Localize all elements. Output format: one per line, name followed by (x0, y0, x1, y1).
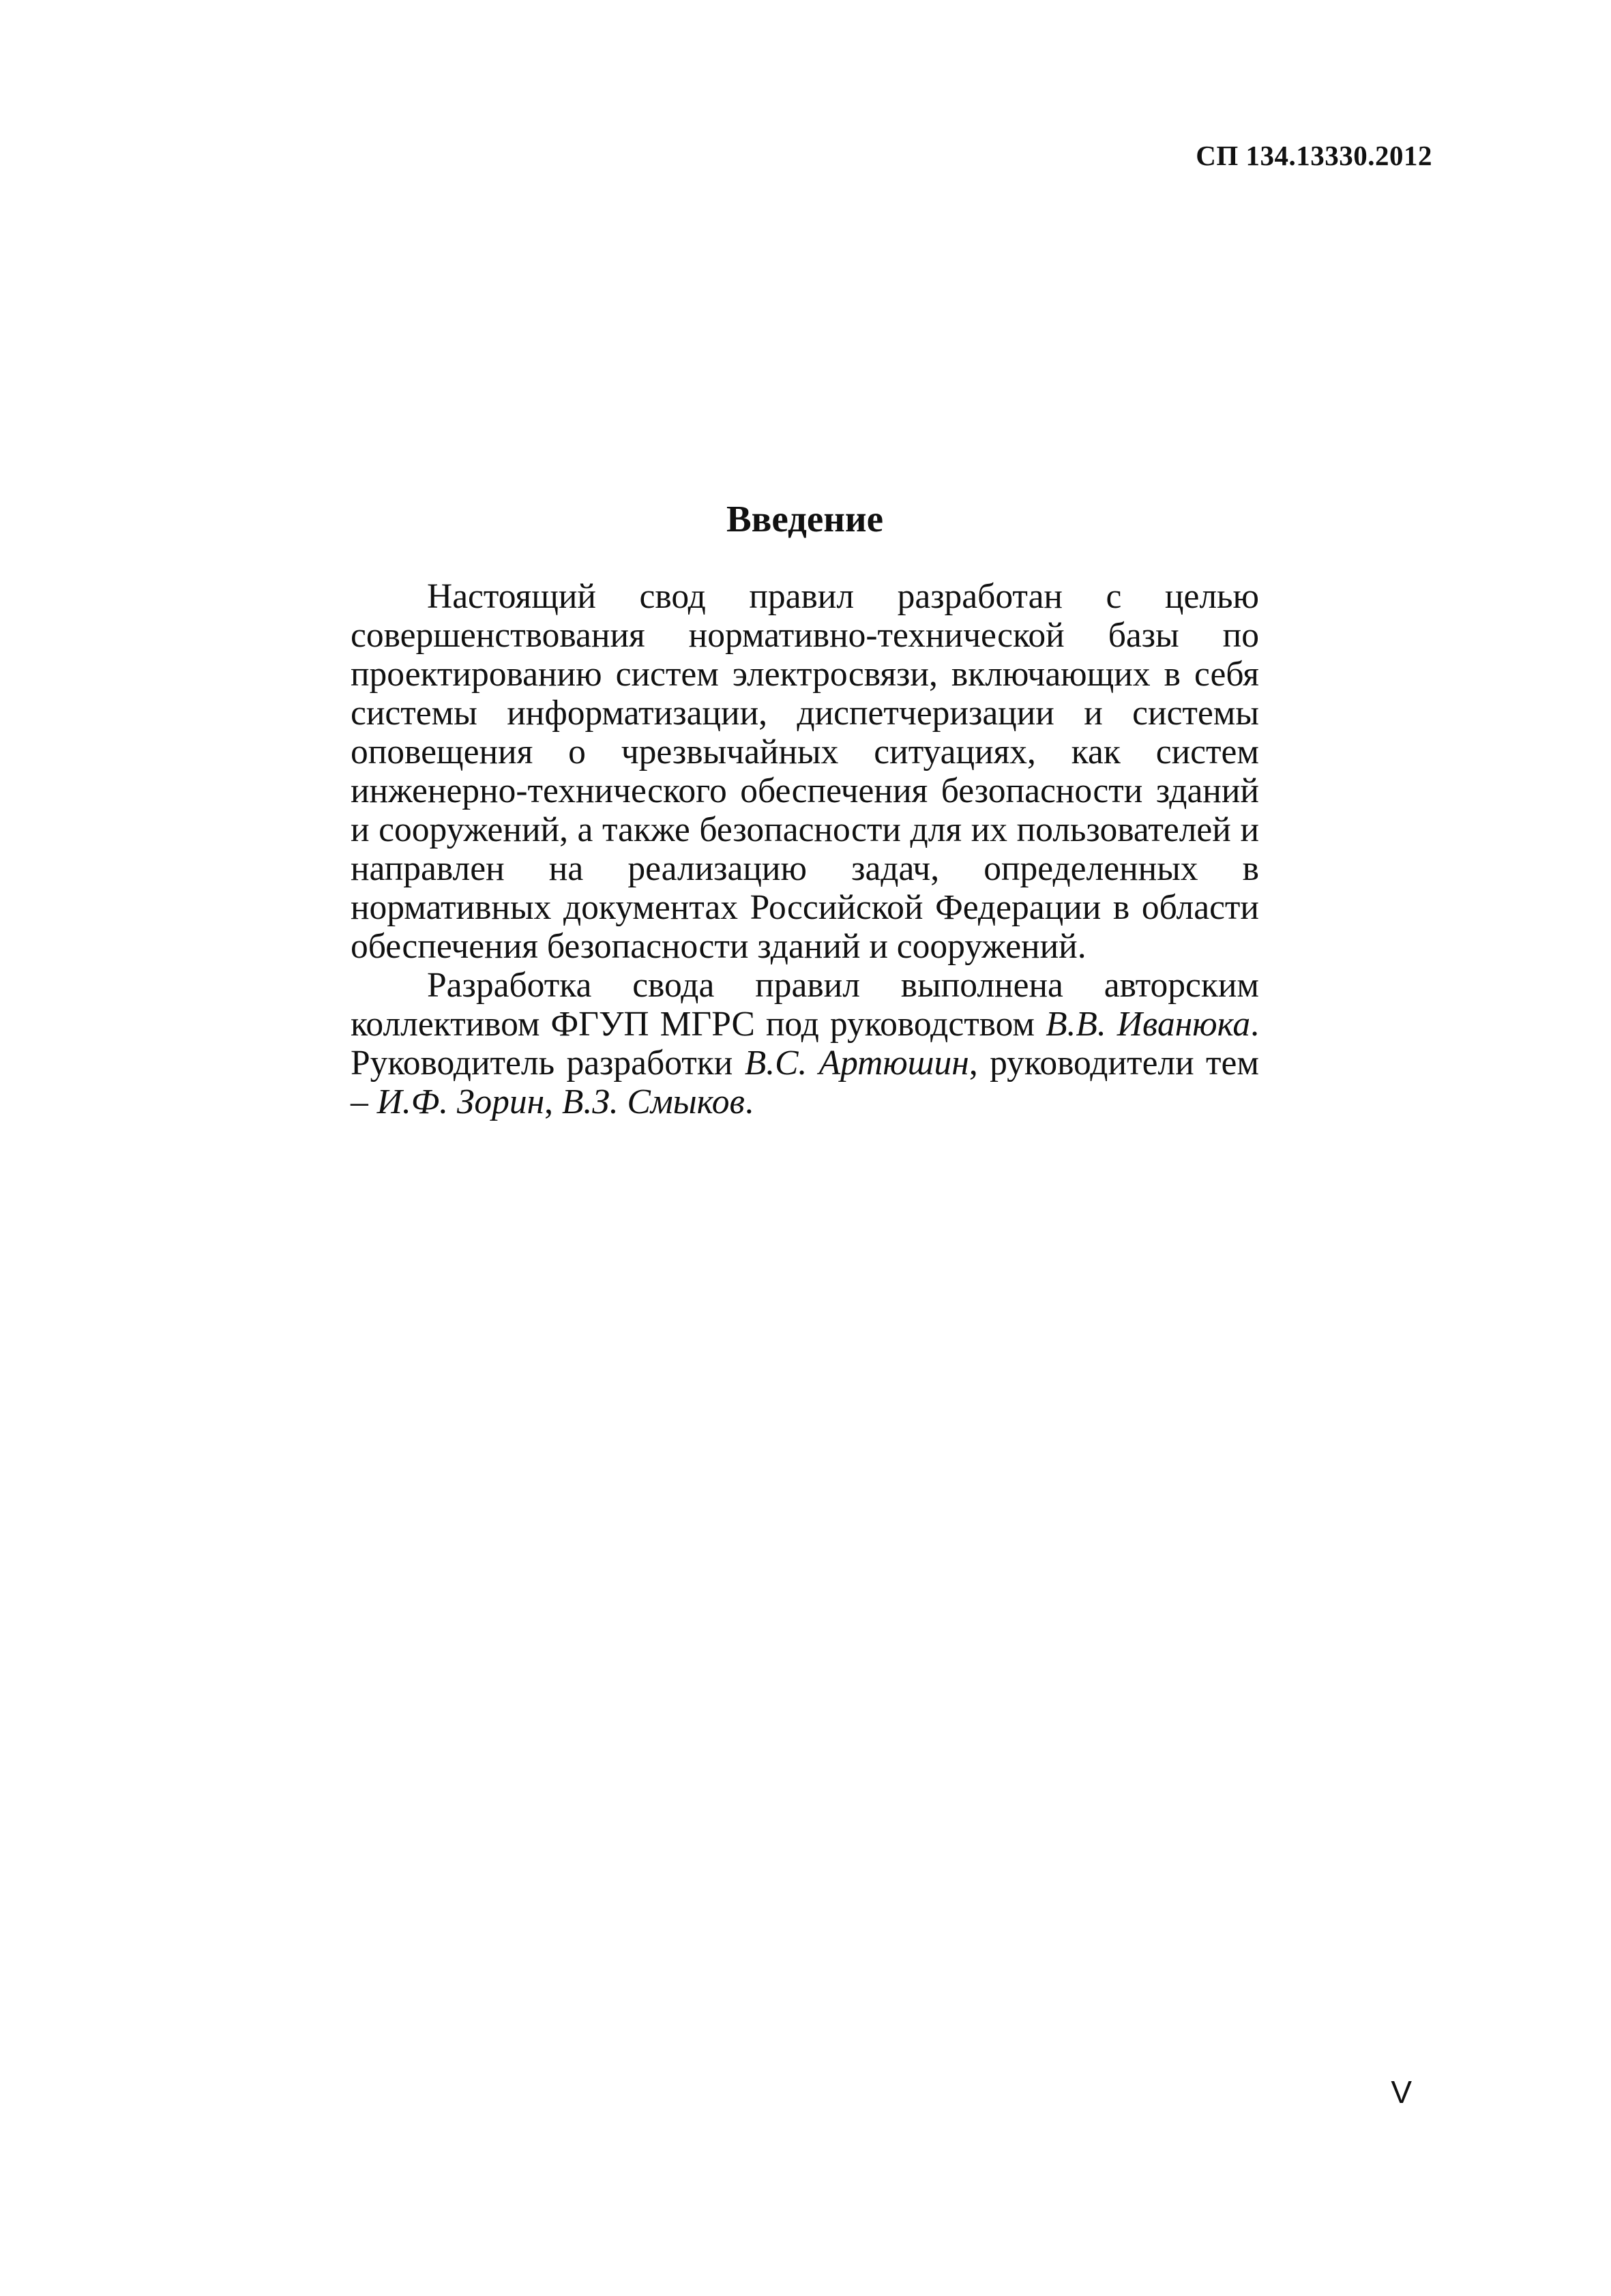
author-name-topic-2: В.З. Смыков (561, 1083, 745, 1121)
author-name-lead: В.С. Артюшин (744, 1044, 969, 1083)
section-title: Введение (726, 498, 884, 540)
paragraph-authors (351, 966, 1259, 1121)
author-name-topic-1: И.Ф. Зорин (376, 1083, 545, 1121)
document-code: СП 134.13330.2012 (1196, 140, 1432, 171)
paragraph-purpose: Настоящий свод правил разработан с целью совершенствования нормативно-технической базы по проектированию систем электросвязи, включающих в себя системы информатизации, диспетчеризации и системы оповещения о чрезвычайных ситуациях, как систем инженерно-технического обеспечения безопасности зданий и сооружений, а также безопасности для их пользователей и направлен на реализацию задач, определенных в нормативных документах Российской Федерации в области обеспечения безопасности зданий и сооружений. (351, 577, 1259, 966)
authors-text-4: , (544, 1083, 562, 1121)
authors-text-5: . (744, 1083, 754, 1121)
main-content (351, 497, 1259, 1121)
author-name-head: В.В. Иванюка (1046, 1005, 1251, 1044)
authors-text-2: . Руководитель разработки (351, 1005, 1259, 1083)
authors-text-1: Разработка свода правил выполнена авторским коллективом ФГУП МГРС под руководством (351, 966, 1259, 1044)
page-number: V (1391, 2074, 1412, 2110)
authors-text-3: , руководители тем – (351, 1044, 1259, 1121)
